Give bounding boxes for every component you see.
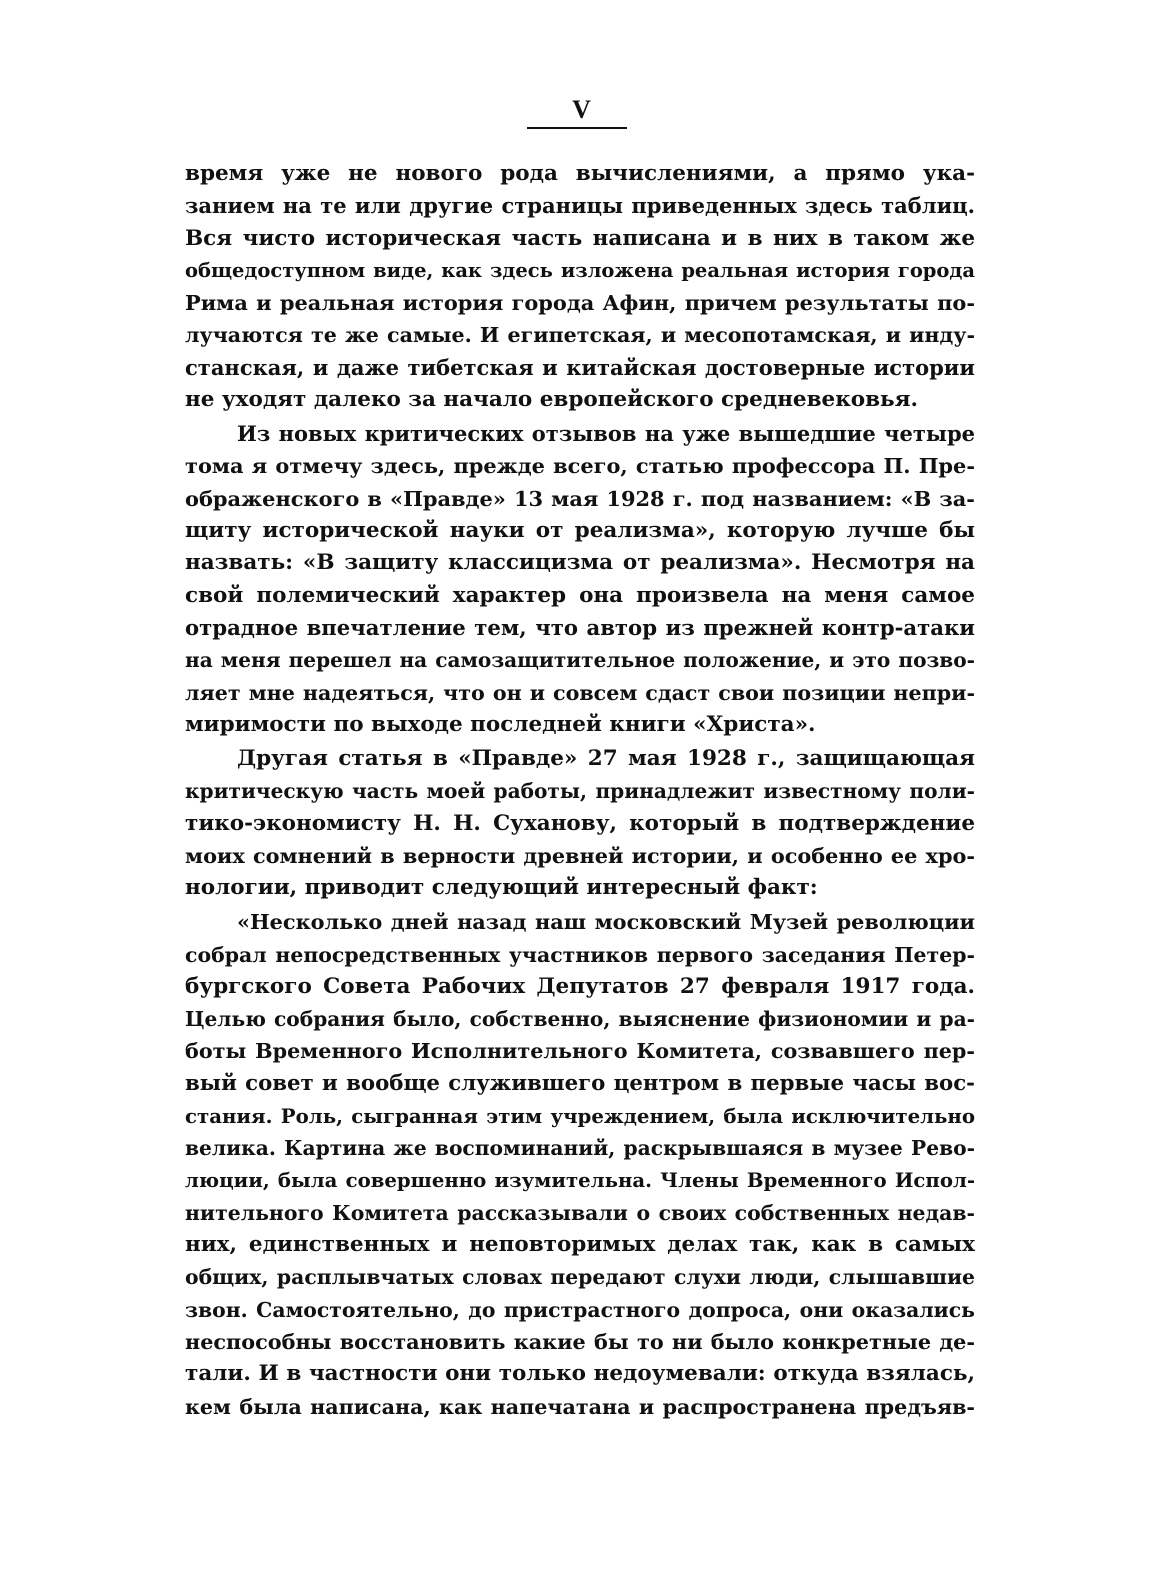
- text-line: моих сомнений в верности древней истории, и особенно ее хро-: [185, 842, 975, 868]
- text-line: Рима и реальная история города Афин, причем результаты по-: [185, 290, 975, 316]
- text-line: звон. Самостоятельно, до пристрастного допроса, они оказались: [185, 1297, 975, 1322]
- page-number: V: [572, 95, 591, 124]
- text-line: на меня перешел на самозащитительное положение, и это позво-: [185, 648, 975, 673]
- text-line: время уже не нового рода вычислениями, а прямо ука-: [185, 161, 975, 186]
- text-line: «Несколько дней назад наш московский Музей революции: [237, 909, 975, 935]
- text-line: люции, была совершенно изумительна. Члены Временного Испол-: [185, 1168, 975, 1192]
- text-line: тико-экономисту Н. Н. Суханову, который в подтверждение: [185, 810, 975, 836]
- text-line: занием на те или другие страницы приведенных здесь таблиц.: [185, 193, 975, 219]
- text-line: тали. И в частности они только недоумевали: откуда взялась,: [185, 1361, 975, 1387]
- text-line: боты Временного Исполнительного Комитета, созвавшего пер-: [185, 1039, 975, 1064]
- text-line: общих, расплывчатых словах передают слухи люди, слышавшие: [185, 1265, 975, 1290]
- text-line: свой полемический характер она произвела на меня самое: [185, 582, 975, 608]
- text-line: щиту исторической науки от реализма», которую лучше бы: [185, 518, 975, 544]
- text-line: собрал непосредственных участников первого заседания Петер-: [185, 942, 975, 967]
- text-line: них, единственных и неповторимых делах так, как в самых: [185, 1232, 975, 1258]
- text-line: назвать: «В защиту классицизма от реализма». Несмотря на: [185, 550, 975, 576]
- header-rule: [527, 127, 627, 129]
- text-line: Вся чисто историческая часть написана и в них в таком же: [185, 225, 975, 251]
- text-line: станская, и даже тибетская и китайская достоверные истории: [185, 354, 975, 380]
- text-line: Из новых критических отзывов на уже вышедшие четыре: [237, 421, 975, 447]
- text-line: стания. Роль, сыгранная этим учреждением, была исключительно: [185, 1104, 975, 1128]
- text-line: велика. Картина же воспоминаний, раскрывшаяся в музее Рево-: [185, 1136, 975, 1161]
- body-text: [185, 158, 975, 1425]
- text-line: критическую часть моей работы, принадлежит известному поли-: [185, 779, 975, 804]
- text-line: бургского Совета Рабочих Депутатов 27 февраля 1917 года.: [185, 973, 975, 999]
- text-line: лучаются те же самые. И египетская, и месопотамская, и инду-: [185, 323, 975, 348]
- text-line: Другая статья в «Правде» 27 мая 1928 г., защищающая: [237, 745, 975, 771]
- paragraph-1: [185, 158, 975, 416]
- text-line: тома я отмечу здесь, прежде всего, статью профессора П. Пре-: [185, 453, 975, 479]
- text-line: нительного Комитета рассказывали о своих собственных недав-: [185, 1200, 975, 1225]
- text-line: миримости по выходе последней книги «Христа».: [185, 711, 816, 737]
- text-line: ображенского в «Правде» 13 мая 1928 г. под названием: «В за-: [185, 485, 975, 511]
- paragraph-2: [185, 418, 975, 741]
- text-line: неспособны восстановить какие бы то ни было конкретные де-: [185, 1329, 975, 1355]
- text-line: ляет мне надеяться, что он и совсем сдаст свои позиции непри-: [185, 680, 975, 705]
- text-line: нологии, приводит следующий интересный факт:: [185, 875, 818, 901]
- text-line: Целью собрания было, собственно, выяснение физиономии и ра-: [185, 1007, 975, 1032]
- text-line: общедоступном виде, как здесь изложена реальная история города: [185, 258, 975, 282]
- paragraph-3: [185, 743, 975, 904]
- paragraph-4-quote: [185, 906, 975, 1423]
- text-line: вый совет и вообще служившего центром в первые часы вос-: [185, 1070, 975, 1096]
- text-line: кем была написана, как напечатана и распространена предъяв-: [185, 1394, 975, 1419]
- text-line: не уходят далеко за начало европейского средневековья.: [185, 387, 918, 413]
- text-line: отрадное впечатление тем, что автор из прежней контр-атаки: [185, 614, 975, 640]
